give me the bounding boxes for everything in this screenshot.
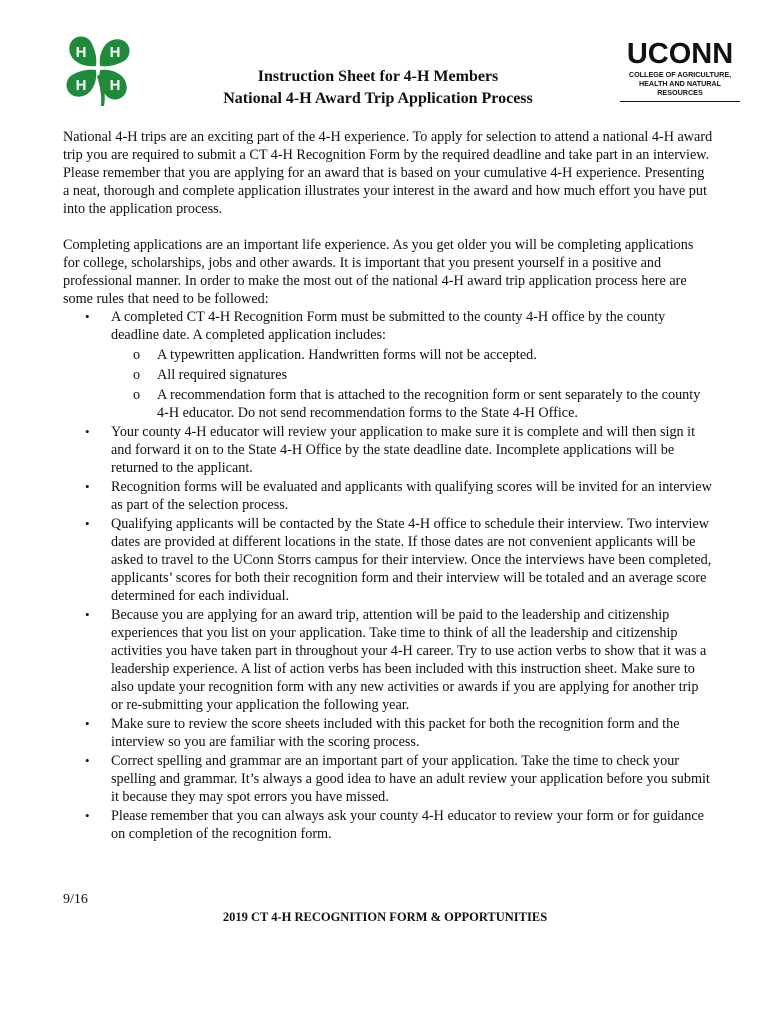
bullet-icon: • — [85, 716, 90, 731]
sub-list-item-text: A typewritten application. Handwritten forms will not be accepted. — [157, 347, 537, 363]
uconn-wordmark: UCONN — [626, 38, 734, 70]
list-item-text: Correct spelling and grammar are an important part of your application. Take the time to check your spelling and grammar. It’s always a good idea to have an adult review your application before you submit it because they may spot errors you have missed. — [111, 753, 710, 805]
sub-bullet-icon: o — [133, 387, 141, 403]
list-item — [63, 807, 713, 843]
list-item — [63, 423, 713, 477]
list-item-text: Make sure to review the score sheets included with this packet for both the recognition form and the interview so you are familiar with the scoring process. — [111, 716, 680, 750]
sub-bullet-icon: o — [133, 347, 141, 363]
revision-date: 9/16 — [63, 892, 88, 907]
leaf-letter: H — [75, 77, 87, 94]
list-item — [63, 606, 713, 714]
uconn-divider — [620, 101, 740, 102]
sub-list-item — [111, 386, 713, 422]
list-item — [63, 715, 713, 751]
list-item — [63, 308, 713, 422]
4h-clover-logo — [60, 30, 136, 106]
sub-list-item — [111, 366, 713, 384]
bullet-icon: • — [85, 309, 90, 324]
document-title — [160, 66, 596, 110]
bullet-icon: • — [85, 808, 90, 823]
sub-bullet-icon: o — [133, 367, 141, 383]
sub-list-item — [111, 346, 713, 364]
sub-list — [111, 346, 713, 422]
list-item — [63, 515, 713, 605]
list-item-text: A completed CT 4-H Recognition Form must be submitted to the county 4-H office by the county deadline date. A completed application includes: — [111, 309, 666, 343]
list-item-text: Your county 4-H educator will review your application to make sure it is complete and will then sign it and forward it on to the State 4-H Office by the state deadline date. Incomplete applications will be returned to the applicant. — [111, 424, 696, 476]
title-line-1: Instruction Sheet for 4-H Members — [257, 68, 499, 85]
bullet-icon: • — [85, 516, 90, 531]
list-item — [63, 478, 713, 514]
bullet-icon: • — [85, 424, 90, 439]
list-item-text: Qualifying applicants will be contacted by the State 4-H office to schedule their interview. Two interview dates are provided at different locations in the state. If those dates are not convenient applicants will be asked to travel to the UConn Storrs campus for their interview. Once the interviews have been completed, applicants’ scores for both their recognition form and their interview will be totaled and an average score determined for each individual. — [111, 516, 712, 604]
rules-intro-paragraph: Completing applications are an important life experience. As you get older you will be completing applications for college, scholarships, jobs and other awards. It is important that you present yourself in a positive and professional manner. In order to make the most out of the national 4-H award trip application process here are some rules that need to be followed: — [63, 237, 694, 307]
uconn-logo — [620, 40, 740, 102]
list-item — [63, 752, 713, 806]
list-item-text: Recognition forms will be evaluated and applicants with qualifying scores will be invited for an interview as part of the selection process. — [111, 479, 712, 513]
list-item-text: Please remember that you can always ask your county 4-H educator to review your form or for guidance on completion of the recognition form. — [111, 808, 704, 842]
sub-list-item-text: All required signatures — [157, 367, 288, 383]
title-line-2: National 4-H Award Trip Application Process — [223, 90, 533, 107]
bullet-icon: • — [85, 479, 90, 494]
list-item-text: Because you are applying for an award trip, attention will be paid to the leadership and citizenship experiences that you list on your application. Take time to think of all the leadership and citizenship activities you have taken part in throughout your 4-H career. Try to use action verbs to show that it was a leadership experience. A list of action verbs has been included with this instruction sheet. Make sure to also update your recognition form with any new activities or awards if you are applying for another trip or re-submitting your application the following year. — [111, 607, 707, 713]
bullet-icon: • — [85, 753, 90, 768]
intro-paragraph: National 4-H trips are an exciting part of the 4-H experience. To apply for selection to attend a national 4-H award trip you are required to submit a CT 4-H Recognition Form by the required deadline and take part in an interview. Please remember that you are applying for an award that is based on your cumulative 4-H experience. Presenting a neat, thorough and complete application illustrates your interest in the award and how much effort you have put into the application process. — [63, 129, 713, 217]
leaf-letter: H — [109, 77, 121, 94]
leaf-letter: H — [75, 44, 87, 61]
rules-list — [63, 308, 713, 844]
leaf-letter: H — [109, 44, 121, 61]
footer-title: 2019 CT 4-H RECOGNITION FORM & OPPORTUNITIES — [222, 910, 548, 924]
sub-list-item-text: A recommendation form that is attached to the recognition form or sent separately to the county 4-H educator. Do not send recommendation forms to the State 4-H Office. — [157, 387, 701, 421]
uconn-college-name: COLLEGE OF AGRICULTURE, HEALTH AND NATURAL RESOURCES — [628, 70, 732, 97]
bullet-icon: • — [85, 607, 90, 622]
